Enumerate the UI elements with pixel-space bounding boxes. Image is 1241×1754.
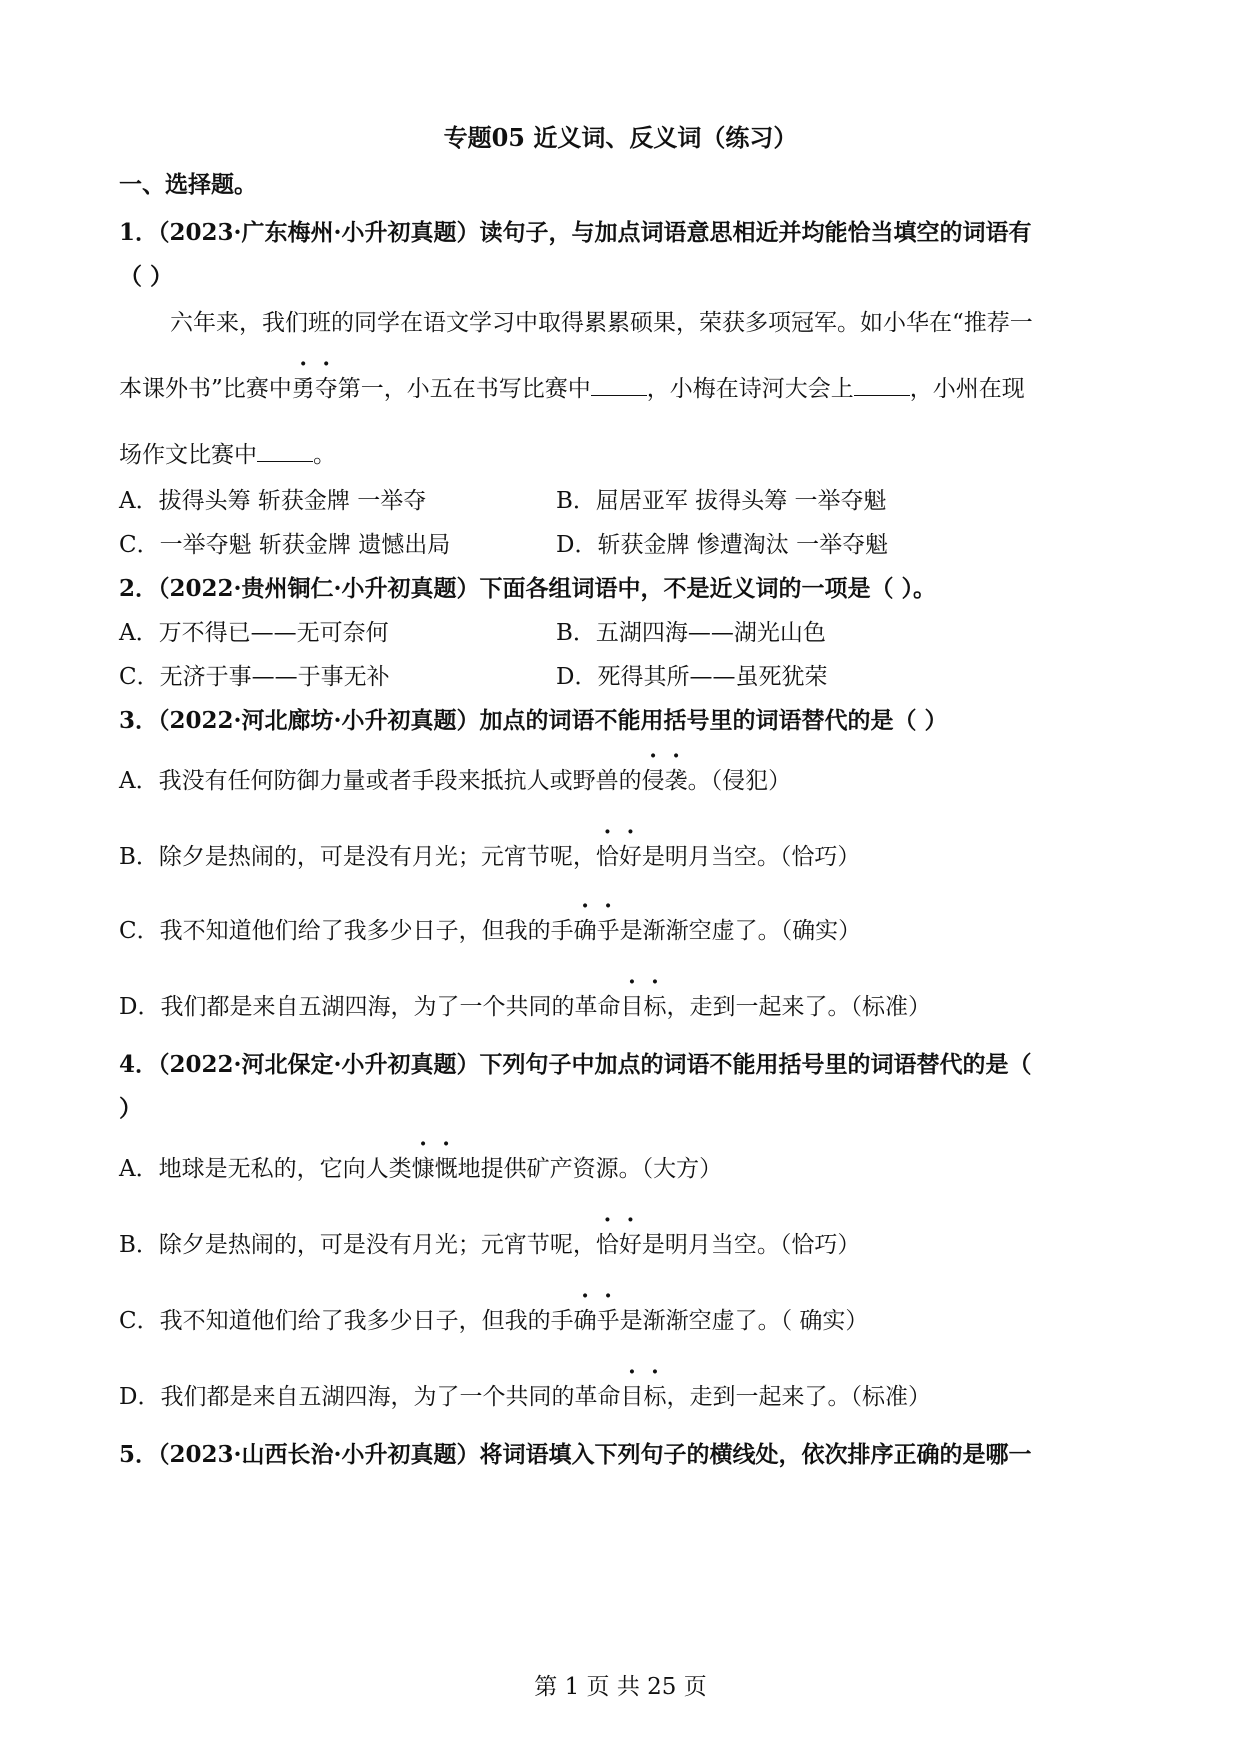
option-text: 是渐渐空虚了。（确实） <box>619 918 862 944</box>
page-title: 专题05 近义词、反义词（练习） <box>443 123 798 152</box>
question-2-option-c[interactable]: C．无济于事——于事无补 <box>119 664 390 690</box>
dotted-char: 夺 <box>314 376 338 402</box>
question-1-passage-line-2 <box>119 370 1025 403</box>
option-text: A．地球是无私的，它向人类 <box>119 1156 412 1182</box>
question-4-stem-continued: ） <box>119 1095 142 1122</box>
option-text: ，走到一起来了。（标准） <box>666 994 931 1020</box>
dotted-char: 目 <box>620 994 644 1020</box>
dotted-char: 目 <box>620 1384 644 1410</box>
option-text: 地提供矿产资源。（大方） <box>457 1156 723 1182</box>
dotted-char: 袭 <box>664 768 688 794</box>
option-text: C．我不知道他们给了我多少日子，但我的手 <box>119 918 574 944</box>
dotted-char: 恰 <box>595 844 619 870</box>
fill-blank[interactable] <box>591 377 647 396</box>
dotted-char: 好 <box>618 1232 642 1258</box>
question-2-option-a[interactable]: A．万不得已——无可奈何 <box>119 620 389 646</box>
question-3-stem: 3．（2022·河北廊坊·小升初真题）加点的词语不能用括号里的词语替代的是（ ） <box>119 707 948 734</box>
dotted-char: 好 <box>618 844 642 870</box>
passage-text: ，小州在现 <box>909 376 1025 402</box>
option-text: A．我没有任何防御力量或者手段来抵抗人或野兽的 <box>119 768 642 794</box>
question-1-passage-line-3 <box>119 436 336 469</box>
fill-blank[interactable] <box>257 443 313 462</box>
dotted-char: 勇 <box>291 376 315 402</box>
option-text: 是渐渐空虚了。（ 确实） <box>619 1308 869 1334</box>
passage-text: 第一，小五在书写比赛中 <box>337 376 591 402</box>
question-2-option-b[interactable]: B．五湖四海——湖光山色 <box>556 620 826 646</box>
dotted-char: 乎 <box>596 918 620 944</box>
question-4-option-c[interactable] <box>119 1302 868 1335</box>
question-4-option-b[interactable] <box>119 1226 860 1259</box>
question-4-stem: 4．（2022·河北保定·小升初真题）下列句子中加点的词语不能用括号里的词语替代的是（ <box>119 1051 1032 1078</box>
dotted-char: 确 <box>573 1308 597 1334</box>
dotted-char: 确 <box>573 918 597 944</box>
fill-blank[interactable] <box>854 377 910 396</box>
option-text: 是明月当空。（恰巧） <box>641 844 861 870</box>
question-4-option-d[interactable] <box>119 1378 931 1411</box>
question-1-option-a[interactable]: A．拔得头筹 斩获金牌 一举夺 <box>119 488 427 514</box>
option-text: D．我们都是来自五湖四海，为了一个共同的革命 <box>119 994 621 1020</box>
question-3-option-a[interactable] <box>119 762 791 795</box>
dotted-char: 慷 <box>411 1156 435 1182</box>
question-1-option-b[interactable]: B．屈居亚军 拔得头筹 一举夺魁 <box>556 488 887 514</box>
dotted-char: 慨 <box>434 1156 458 1182</box>
question-2-option-d[interactable]: D．死得其所——虽死犹荣 <box>556 664 828 690</box>
dotted-char: 侵 <box>641 768 665 794</box>
dotted-char: 恰 <box>595 1232 619 1258</box>
question-1-answer-paren: （ ） <box>119 263 174 290</box>
question-1-passage-line-1: 六年来，我们班的同学在语文学习中取得累累硕果，荣获多项冠军。如小华在“推荐一 <box>170 310 1033 336</box>
question-3-option-d[interactable] <box>119 988 931 1021</box>
dotted-char: 乎 <box>596 1308 620 1334</box>
question-4-option-a[interactable] <box>119 1150 722 1183</box>
option-text: D．我们都是来自五湖四海，为了一个共同的革命 <box>119 1384 621 1410</box>
option-text: B．除夕是热闹的，可是没有月光；元宵节呢， <box>119 1232 596 1258</box>
section-heading: 一、选择题。 <box>119 171 257 198</box>
option-text: ，走到一起来了。（标准） <box>666 1384 931 1410</box>
question-3-option-c[interactable] <box>119 912 861 945</box>
option-text: 。（侵犯） <box>687 768 792 794</box>
question-3-option-b[interactable] <box>119 838 860 871</box>
passage-text: 。 <box>313 442 336 468</box>
question-5-stem: 5．（2023·山西长治·小升初真题）将词语填入下列句子的横线处，依次排序正确的是哪一 <box>119 1441 1032 1468</box>
question-1-stem: 1．（2023·广东梅州·小升初真题）读句子，与加点词语意思相近并均能恰当填空的词语有 <box>119 219 1032 246</box>
question-1-option-c[interactable]: C．一举夺魁 斩获金牌 遗憾出局 <box>119 532 451 558</box>
option-text: 是明月当空。（恰巧） <box>641 1232 861 1258</box>
option-text: B．除夕是热闹的，可是没有月光；元宵节呢， <box>119 844 596 870</box>
option-text: C．我不知道他们给了我多少日子，但我的手 <box>119 1308 574 1334</box>
question-2-stem: 2．（2022·贵州铜仁·小升初真题）下面各组词语中，不是近义词的一项是（ ）。 <box>119 575 937 602</box>
passage-text: 场作文比赛中 <box>119 442 257 468</box>
dotted-char: 标 <box>643 1384 667 1410</box>
passage-text: 本课外书”比赛中 <box>119 376 292 402</box>
passage-text: ，小梅在诗河大会上 <box>646 376 854 402</box>
page-footer: 第 1 页 共 25 页 <box>534 1674 707 1700</box>
dotted-char: 标 <box>643 994 667 1020</box>
question-1-option-d[interactable]: D．斩获金牌 惨遭淘汰 一举夺魁 <box>556 532 889 558</box>
